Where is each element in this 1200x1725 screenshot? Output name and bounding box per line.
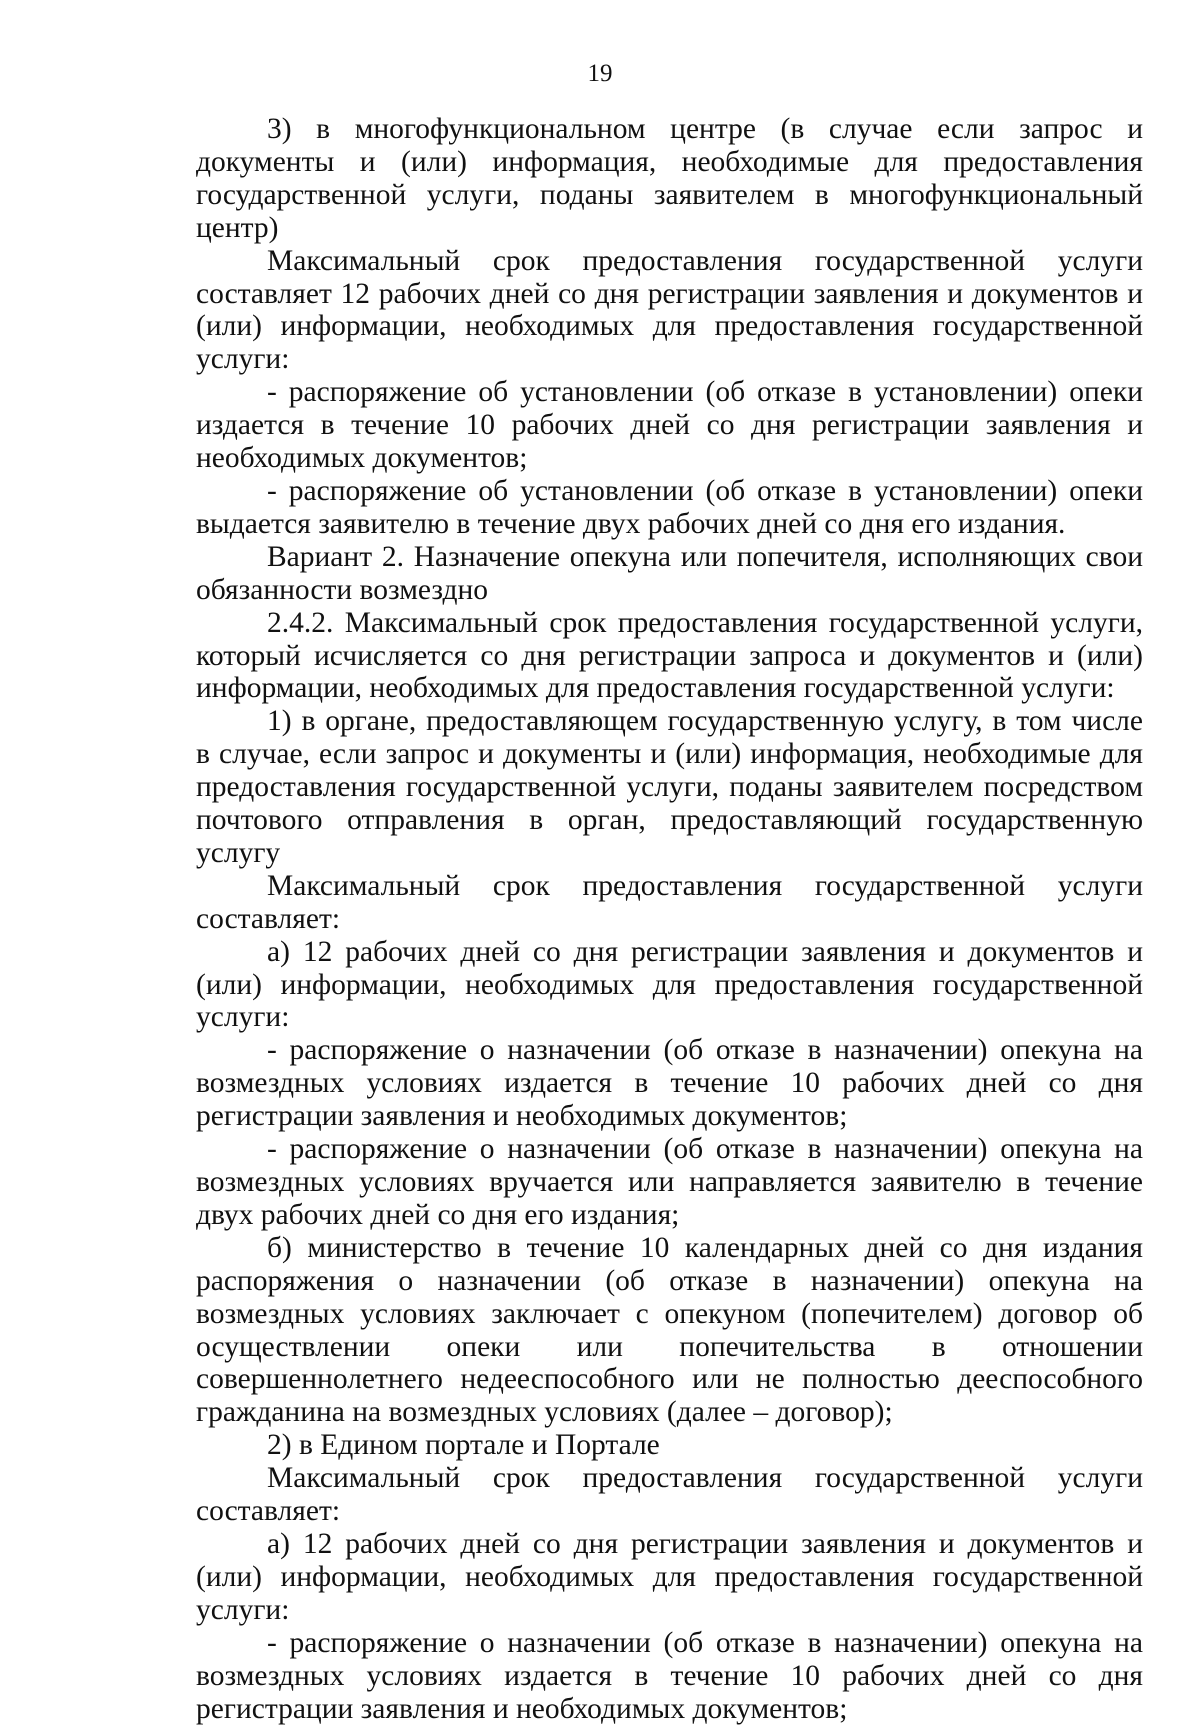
- page-number: 19: [587, 60, 613, 87]
- paragraph: Вариант 2. Назначение опекуна или попечителя, исполняющих свои обязанности возмездно: [196, 540, 1143, 606]
- paragraph: - распоряжение об установлении (об отказе в установлении) опеки выдается заявителю в течение двух рабочих дней со дня его издания.: [196, 474, 1143, 540]
- paragraph: а) 12 рабочих дней со дня регистрации заявления и документов и (или) информации, необходимых для предоставления государственной услуги:: [196, 935, 1143, 1034]
- document-body: [196, 113, 1143, 1725]
- paragraph: 2) в Едином портале и Портале: [267, 1429, 660, 1462]
- paragraph: 2.4.2. Максимальный срок предоставления государственной услуги, который исчисляется со дня регистрации запроса и документов и (или) информации, необходимых для предоставления государственной услуги:: [196, 606, 1143, 705]
- paragraph: - распоряжение о назначении (об отказе в назначении) опекуна на возмездных условиях вручается или направляется заявителю в течение двух рабочих дней со дня его издания;: [196, 1133, 1143, 1231]
- paragraph: - распоряжение о назначении (об отказе в назначении) опекуна на возмездных условиях издается в течение 10 рабочих дней со дня регистрации заявления и необходимых документов;: [196, 1034, 1143, 1133]
- paragraph: 1) в органе, предоставляющем государственную услугу, в том числе в случае, если запрос и документы и (или) информация, необходимые для предоставления государственной услуги, поданы заявителем посредством почтового отправления в орган, предоставляющий государственную услугу: [196, 705, 1143, 869]
- paragraph: - распоряжение о назначении (об отказе в назначении) опекуна на возмездных условиях издается в течение 10 рабочих дней со дня регистрации заявления и необходимых документов;: [196, 1626, 1143, 1725]
- paragraph: а) 12 рабочих дней со дня регистрации заявления и документов и (или) информации, необходимых для предоставления государственной услуги:: [196, 1527, 1143, 1626]
- paragraph: Максимальный срок предоставления государственной услуги составляет:: [196, 1462, 1143, 1528]
- paragraph: б) министерство в течение 10 календарных дней со дня издания распоряжения о назначении (об отказе в назначении) опекуна на возмездных условиях заключает с опекуном (попечителем) договор об осуществлении опеки или попечительства в отношении совершеннолетнего недееспособного или не полностью дееспособного гражданина на возмездных условиях (далее – договор);: [196, 1231, 1143, 1429]
- paragraph: - распоряжение об установлении (об отказе в установлении) опеки издается в течение 10 рабочих дней со дня регистрации заявления и необходимых документов;: [196, 376, 1143, 475]
- paragraph: 3) в многофункциональном центре (в случае если запрос и документы и (или) информация, необходимые для предоставления государственной услуги, поданы заявителем в многофункциональный центр): [196, 113, 1143, 244]
- paragraph: Максимальный срок предоставления государственной услуги составляет 12 рабочих дней со дня регистрации заявления и документов и (или) информации, необходимых для предоставления государственной услуги:: [196, 244, 1143, 376]
- paragraph: Максимальный срок предоставления государственной услуги составляет:: [196, 869, 1143, 935]
